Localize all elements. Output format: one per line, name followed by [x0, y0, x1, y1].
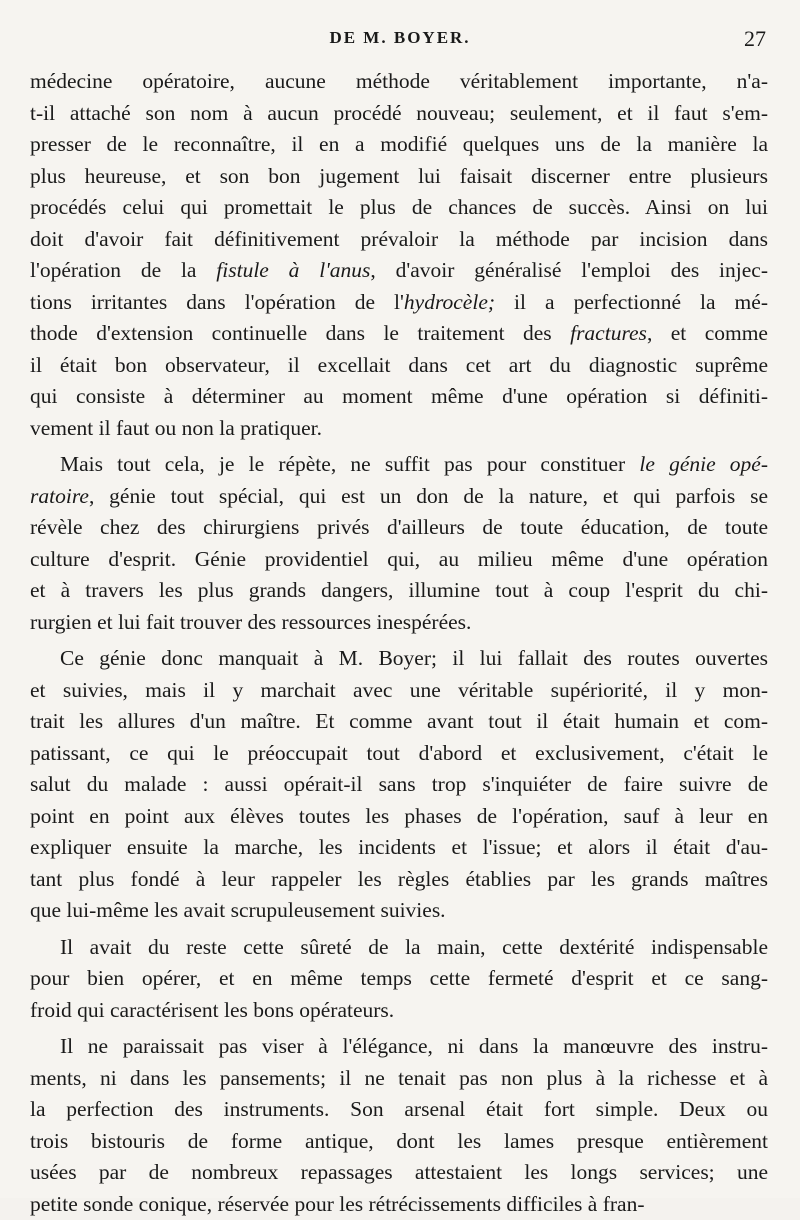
text-segment: la perfection des instruments. Son arsenal était fort simple. Deux ou	[30, 1097, 768, 1121]
paragraph	[30, 449, 768, 638]
text-line	[30, 350, 768, 382]
text-line	[30, 1031, 768, 1063]
paragraph	[30, 1031, 768, 1220]
text-segment: salut du malade : aussi opérait-il sans trop s'inquiéter de faire suivre de	[30, 772, 768, 796]
text-line	[30, 544, 768, 576]
text-line	[30, 413, 768, 445]
text-line	[30, 1094, 768, 1126]
text-segment: qui consiste à déterminer au moment même d'une opération si définiti-	[30, 384, 768, 408]
text-line	[30, 255, 768, 287]
text-segment: vement il faut ou non la pratiquer.	[30, 416, 322, 440]
text-segment: froid qui caractérisent les bons opérateurs.	[30, 998, 394, 1022]
text-line	[30, 995, 768, 1027]
text-segment: , génie tout spécial, qui est un don de la nature, et qui parfois se	[89, 484, 768, 508]
text-line	[30, 1063, 768, 1095]
text-line	[30, 832, 768, 864]
italic-text: fistule à l'anus	[216, 258, 370, 282]
text-segment: que lui-même les avait scrupuleusement suivies.	[30, 898, 446, 922]
text-segment: rurgien et lui fait trouver des ressources inespérées.	[30, 610, 471, 634]
running-title: DE M. BOYER.	[0, 28, 800, 48]
text-segment: et suivies, mais il y marchait avec une véritable supériorité, il y mon-	[30, 678, 768, 702]
text-line	[30, 287, 768, 319]
text-line	[30, 706, 768, 738]
text-line	[30, 963, 768, 995]
text-line	[30, 512, 768, 544]
text-line	[30, 449, 768, 481]
text-line	[30, 1157, 768, 1189]
text-line	[30, 318, 768, 350]
paragraph	[30, 643, 768, 927]
text-segment: il a perfectionné la mé-	[495, 290, 768, 314]
text-segment: expliquer ensuite la marche, les incidents et l'issue; et alors il était d'au-	[30, 835, 768, 859]
text-line	[30, 1189, 768, 1220]
text-segment: trois bistouris de forme antique, dont les lames presque entièrement	[30, 1129, 768, 1153]
text-segment: médecine opératoire, aucune méthode véritablement importante, n'a-	[30, 69, 768, 93]
text-segment: usées par de nombreux repassages attestaient les longs services; une	[30, 1160, 768, 1184]
text-segment: Il avait du reste cette sûreté de la main, cette dextérité indispensable	[60, 935, 768, 959]
text-line	[30, 607, 768, 639]
text-line	[30, 643, 768, 675]
text-line	[30, 675, 768, 707]
text-segment: tant plus fondé à leur rappeler les règles établies par les grands maîtres	[30, 867, 768, 891]
text-segment: trait les allures d'un maître. Et comme avant tout il était humain et com-	[30, 709, 768, 733]
text-line	[30, 738, 768, 770]
page-number: 27	[744, 26, 766, 52]
text-segment: ments, ni dans les pansements; il ne tenait pas non plus à la richesse et à	[30, 1066, 768, 1090]
text-line	[30, 66, 768, 98]
text-segment: thode d'extension continuelle dans le traitement des	[30, 321, 570, 345]
text-line	[30, 224, 768, 256]
text-segment: Mais tout cela, je le répète, ne suffit pas pour constituer	[60, 452, 639, 476]
text-segment: point en point aux élèves toutes les phases de l'opération, sauf à leur en	[30, 804, 768, 828]
text-line	[30, 381, 768, 413]
text-segment: patissant, ce qui le préoccupait tout d'abord et exclusivement, c'était le	[30, 741, 768, 765]
text-segment: procédés celui qui promettait le plus de chances de succès. Ainsi on lui	[30, 195, 768, 219]
text-segment: révèle chez des chirurgiens privés d'ailleurs de toute éducation, de toute	[30, 515, 768, 539]
text-segment: l'opération de la	[30, 258, 216, 282]
text-segment: Il ne paraissait pas viser à l'élégance, ni dans la manœuvre des instru-	[60, 1034, 768, 1058]
text-segment: , et comme	[647, 321, 768, 345]
text-segment: presser de le reconnaître, il en a modifié quelques uns de la manière la	[30, 132, 768, 156]
paragraph	[30, 932, 768, 1027]
text-line	[30, 98, 768, 130]
text-line	[30, 575, 768, 607]
text-line	[30, 1126, 768, 1158]
running-head	[0, 26, 800, 50]
text-segment: t-il attaché son nom à aucun procédé nouveau; seulement, et il faut s'em-	[30, 101, 768, 125]
text-segment: tions irritantes dans l'opération de l'	[30, 290, 404, 314]
text-segment: , d'avoir généralisé l'emploi des injec-	[370, 258, 768, 282]
text-line	[30, 895, 768, 927]
paragraph	[30, 66, 768, 444]
italic-text: fractures	[570, 321, 647, 345]
text-line	[30, 161, 768, 193]
text-segment: Ce génie donc manquait à M. Boyer; il lui fallait des routes ouvertes	[60, 646, 768, 670]
text-segment: plus heureuse, et son bon jugement lui faisait discerner entre plusieurs	[30, 164, 768, 188]
text-line	[30, 801, 768, 833]
text-segment: culture d'esprit. Génie providentiel qui, au milieu même d'une opération	[30, 547, 768, 571]
text-segment: pour bien opérer, et en même temps cette fermeté d'esprit et ce sang-	[30, 966, 768, 990]
italic-text: hydrocèle;	[404, 290, 495, 314]
italic-text: le génie opé-	[639, 452, 768, 476]
text-segment: doit d'avoir fait définitivement prévaloir la méthode par incision dans	[30, 227, 768, 251]
text-segment: et à travers les plus grands dangers, illumine tout à coup l'esprit du chi-	[30, 578, 768, 602]
text-segment: il était bon observateur, il excellait dans cet art du diagnostic suprême	[30, 353, 768, 377]
text-line	[30, 192, 768, 224]
text-line	[30, 864, 768, 896]
body-text	[30, 66, 768, 1220]
text-line	[30, 481, 768, 513]
italic-text: ratoire	[30, 484, 89, 508]
text-line	[30, 129, 768, 161]
text-segment: petite sonde conique, réservée pour les rétrécissements difficiles à fran-	[30, 1192, 645, 1216]
text-line	[30, 769, 768, 801]
text-line	[30, 932, 768, 964]
